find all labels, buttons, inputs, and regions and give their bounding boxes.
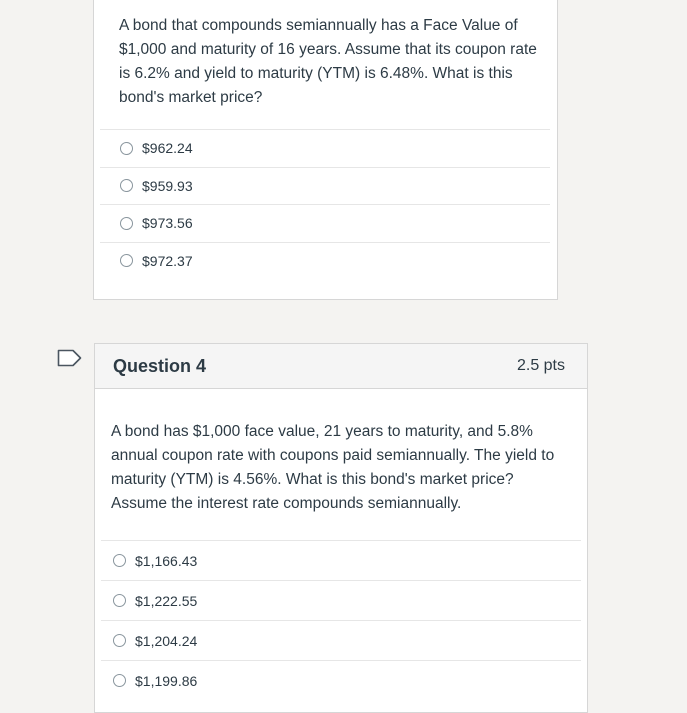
radio-button-icon[interactable] (120, 254, 133, 267)
answer-label: $1,166.43 (135, 552, 198, 569)
radio-button-icon[interactable] (113, 634, 126, 647)
answer-label: $1,222.55 (135, 592, 198, 609)
radio-button-icon[interactable] (113, 674, 126, 687)
answer-label: $962.24 (142, 140, 193, 157)
answer-label: $973.56 (142, 215, 193, 232)
answer-option[interactable] (100, 242, 550, 280)
answer-label: $1,204.24 (135, 632, 198, 649)
radio-button-icon[interactable] (120, 179, 133, 192)
question-3-card (93, 0, 558, 300)
radio-button-icon[interactable] (113, 554, 126, 567)
answer-option[interactable] (100, 204, 550, 242)
answer-option[interactable] (100, 167, 550, 205)
answer-option[interactable] (101, 580, 581, 620)
radio-button-icon[interactable] (120, 217, 133, 230)
question-4-text: A bond has $1,000 face value, 21 years to maturity, and 5.8% annual coupon rate with coupons paid semiannually. The yield to maturity (YTM) is 4.56%. What is this bond's market price? Assume the interest rate compounds semiannually. (111, 423, 555, 512)
answer-option[interactable] (101, 620, 581, 660)
answer-label: $972.37 (142, 252, 193, 269)
radio-button-icon[interactable] (120, 142, 133, 155)
question-3-answers (100, 129, 550, 279)
answer-option[interactable] (100, 129, 550, 167)
question-4-answers (101, 540, 581, 700)
radio-button-icon[interactable] (113, 594, 126, 607)
answer-label: $959.93 (142, 177, 193, 194)
flag-question-icon[interactable] (57, 349, 83, 367)
question-title: Question 4 (113, 355, 207, 376)
answer-label: $1,199.86 (135, 672, 198, 689)
question-3-text: A bond that compounds semiannually has a Face Value of $1,000 and maturity of 16 years. Assume that its coupon rate is 6.2% and yield to maturity (YTM) is 6.48%. What is this bond's market price? (119, 17, 537, 106)
answer-option[interactable] (101, 660, 581, 700)
question-4-card (94, 343, 588, 713)
question-header (95, 344, 587, 389)
question-points: 2.5 pts (516, 357, 565, 374)
answer-option[interactable] (101, 540, 581, 580)
